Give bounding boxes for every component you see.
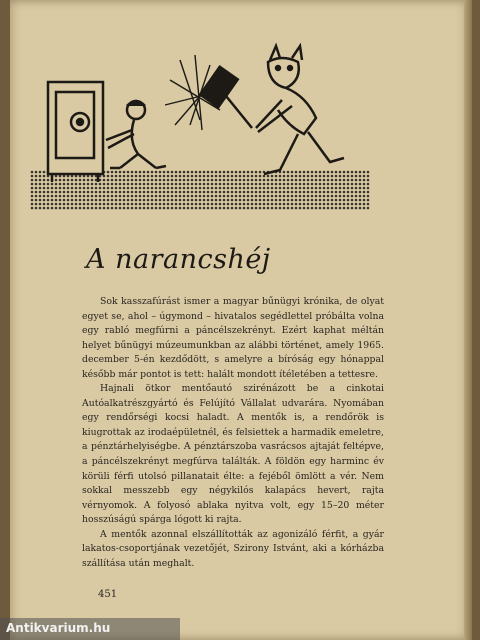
page-edge (464, 0, 472, 640)
ground-halftone (30, 170, 370, 210)
devil-figure (256, 46, 344, 174)
burglar-figure (106, 101, 166, 168)
page-number: 451 (98, 589, 118, 600)
hammer-drawing (200, 67, 252, 128)
watermark-text: Antikvarium.hu (6, 621, 111, 635)
chapter-title: A narancshéj (86, 244, 271, 275)
body-text (82, 295, 384, 571)
book-page (10, 0, 472, 640)
paragraph: Hajnali ötkor mentőautó szirénázott be a cinkotai Autóalkatrészgyártó és Felújító Vállalat udvarára. Nyomában egy rendőrségi kocsi haladt. A mentők is, a rendőrök is kiugrottak az irodaépületnél, és felsiettek a harmadik emeletre, a pénztárhelyiségbe. A pénztárszoba vasrácsos ajtaját feltépve, a páncélszekrényt megfúrva találták. A földön egy harminc év körüli férfi utolsó pillanatait élte: a fejéből ömlött a vér. Nem sokkal messzebb egy négykilós kalapács hevert, rajta vérnyomok. A folyosó ablaka nyitva volt, egy 15–20 méter hosszúságú spárga lógott ki rajta. (82, 383, 384, 526)
paragraph: Sok kasszafúrást ismer a magyar bűnügyi krónika, de olyat egyet se, ahol – úgymond – hivatalos segédlettel próbálta volna egy rabló megfúrni a páncélszekrényt. Ezért kaphat méltán helyet bűnügyi múzeumunkban az alábbi történet, amely 1965. december 5-én kezdődött, s amelyre a bíróság egy hónappal később már pontot is tett: halált mondott ítéletében a tettesre. (82, 296, 384, 380)
paragraph: A mentők azonnal elszállították az agonizáló férfit, a gyár lakatos-csoportjának vezetőjét, Szirony Istvánt, aki a kórházba szállítása után meghalt. (82, 528, 384, 569)
safe-drawing (48, 82, 103, 182)
safe-cracking-illustration (30, 30, 370, 215)
watermark-banner (0, 618, 180, 640)
